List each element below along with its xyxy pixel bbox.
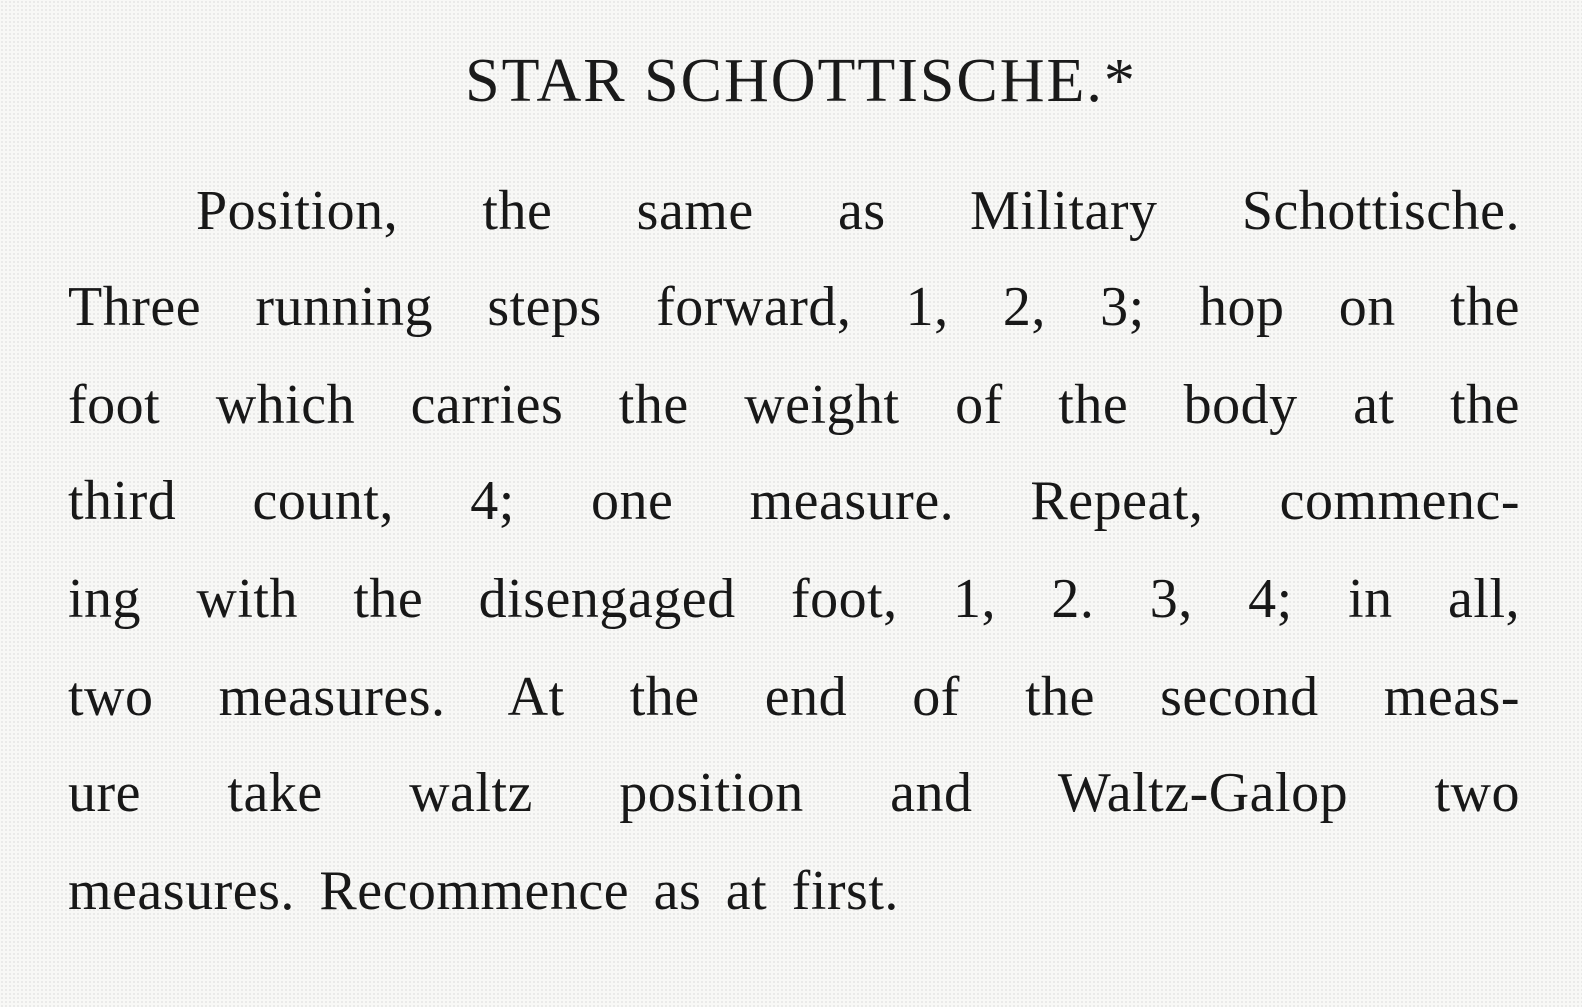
paragraph-line: foot which carries the weight of the body at the [68,374,1520,436]
paragraph-line: Three running steps forward, 1, 2, 3; hop on the [68,276,1520,338]
paragraph-line: ure take waltz position and Waltz-Galop two [68,762,1520,824]
paragraph-line: two measures. At the end of the second meas- [68,666,1520,728]
paragraph-line: Position, the same as Military Schottische. [196,180,1520,242]
paragraph-line: measures. Recommence as at first. [68,860,899,922]
paragraph-line: third count, 4; one measure. Repeat, commenc- [68,470,1520,532]
paragraph-line: ing with the disengaged foot, 1, 2. 3, 4; in all, [68,568,1520,630]
section-title: STAR SCHOTTISCHE.* [465,47,1137,115]
